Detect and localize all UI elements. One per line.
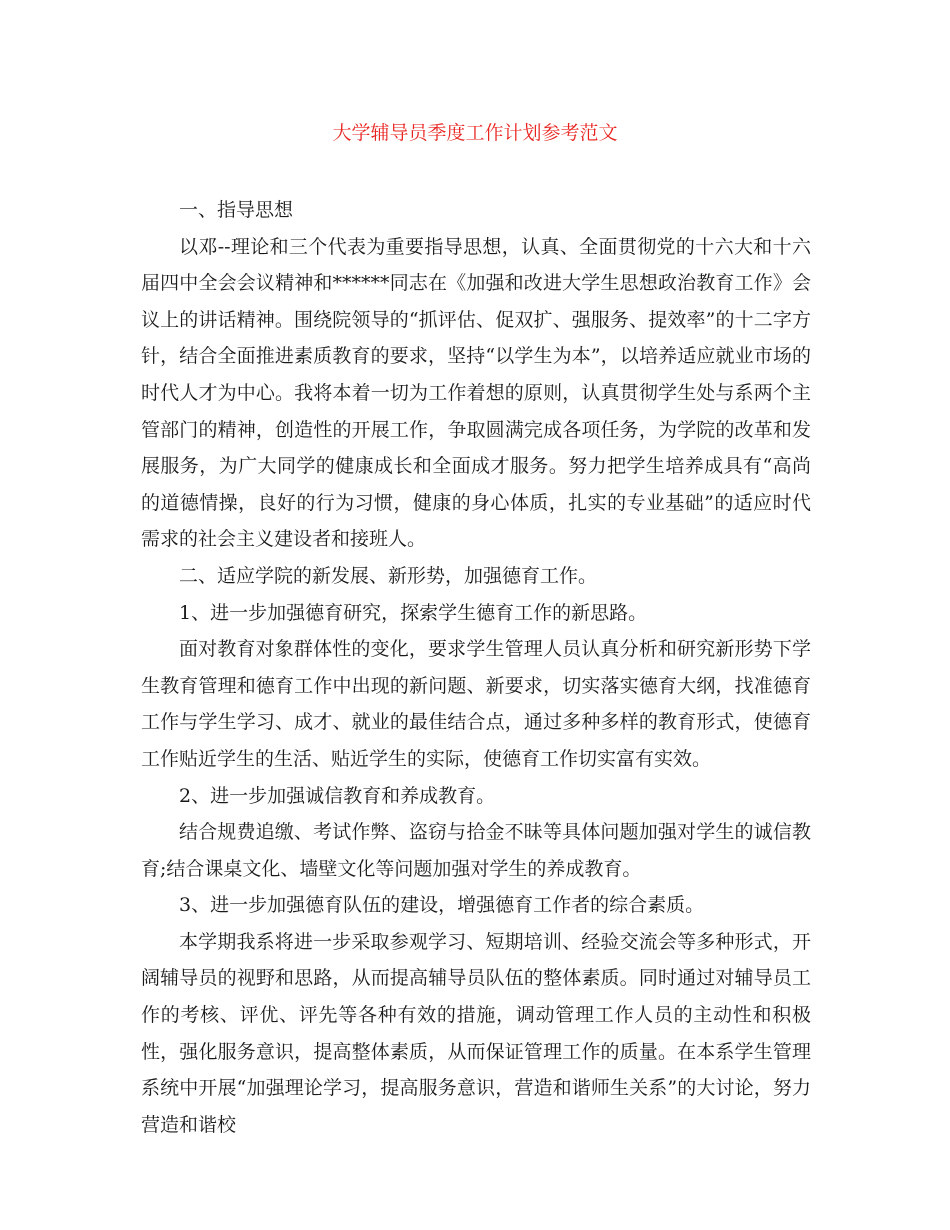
paragraph: 面对教育对象群体性的变化，要求学生管理人员认真分析和研究新形势下学生教育管理和德育工作中出现的新问题、新要求，切实落实德育大纲，找准德育工作与学生学习、成才、就业的最佳结合点，通过多种多样的教育形式，使德育工作贴近学生的生活、贴近学生的实际，使德育工作切实富有实效。 [141, 638, 811, 770]
paragraph: 结合规费追缴、考试作弊、盗窃与拾金不昧等具体问题加强对学生的诚信教育;结合课桌文化、墙壁文化等问题加强对学生的养成教育。 [141, 821, 811, 880]
paragraph-heading-2: 二、适应学院的新发展、新形势，加强德育工作。 [179, 564, 598, 587]
paragraph-subheading-1: 1、进一步加强德育研究，探索学生德育工作的新思路。 [179, 601, 648, 624]
document-title: 大学辅导员季度工作计划参考范文 [332, 122, 618, 144]
paragraph: 本学期我系将进一步采取参观学习、短期培训、经验交流会等多种形式，开阔辅导员的视野和思路，从而提高辅导员队伍的整体素质。同时通过对辅导员工作的考核、评优、评先等各种有效的措施，调动管理工作人员的主动性和积极性，强化服务意识，提高整体素质，从而保证管理工作的质量。在本系学生管理系统中开展“加强理论学习，提高服务意识，营造和谐师生关系”的大讨论，努力营造和谐校 [141, 930, 811, 1136]
paragraph-subheading-2: 2、进一步加强诚信教育和养成教育。 [179, 784, 496, 807]
paragraph-heading-1: 一、指导思想 [179, 199, 294, 221]
paragraph-subheading-3: 3、进一步加强德育队伍的建设，增强德育工作者的综合素质。 [179, 894, 705, 917]
document-body [141, 192, 811, 1143]
paragraph: 以邓--理论和三个代表为重要指导思想，认真、全面贯彻党的十六大和十六届四中全会会议精神和******同志在《加强和改进大学生思想政治教育工作》会议上的讲话精神。围绕院领导的“抓评估、促双扩、强服务、提效率”的十二字方针，结合全面推进素质教育的要求，坚持“以学生为本”，以培养适应就业市场的时代人才为中心。我将本着一切为工作着想的原则，认真贯彻学生处与系两个主管部门的精神，创造性的开展工作，争取圆满完成各项任务，为学院的改革和发展服务，为广大同学的健康成长和全面成才服务。努力把学生培养成具有“高尚的道德情操，良好的行为习惯，健康的身心体质，扎实的专业基础”的适应时代需求的社会主义建设者和接班人。 [141, 235, 811, 551]
